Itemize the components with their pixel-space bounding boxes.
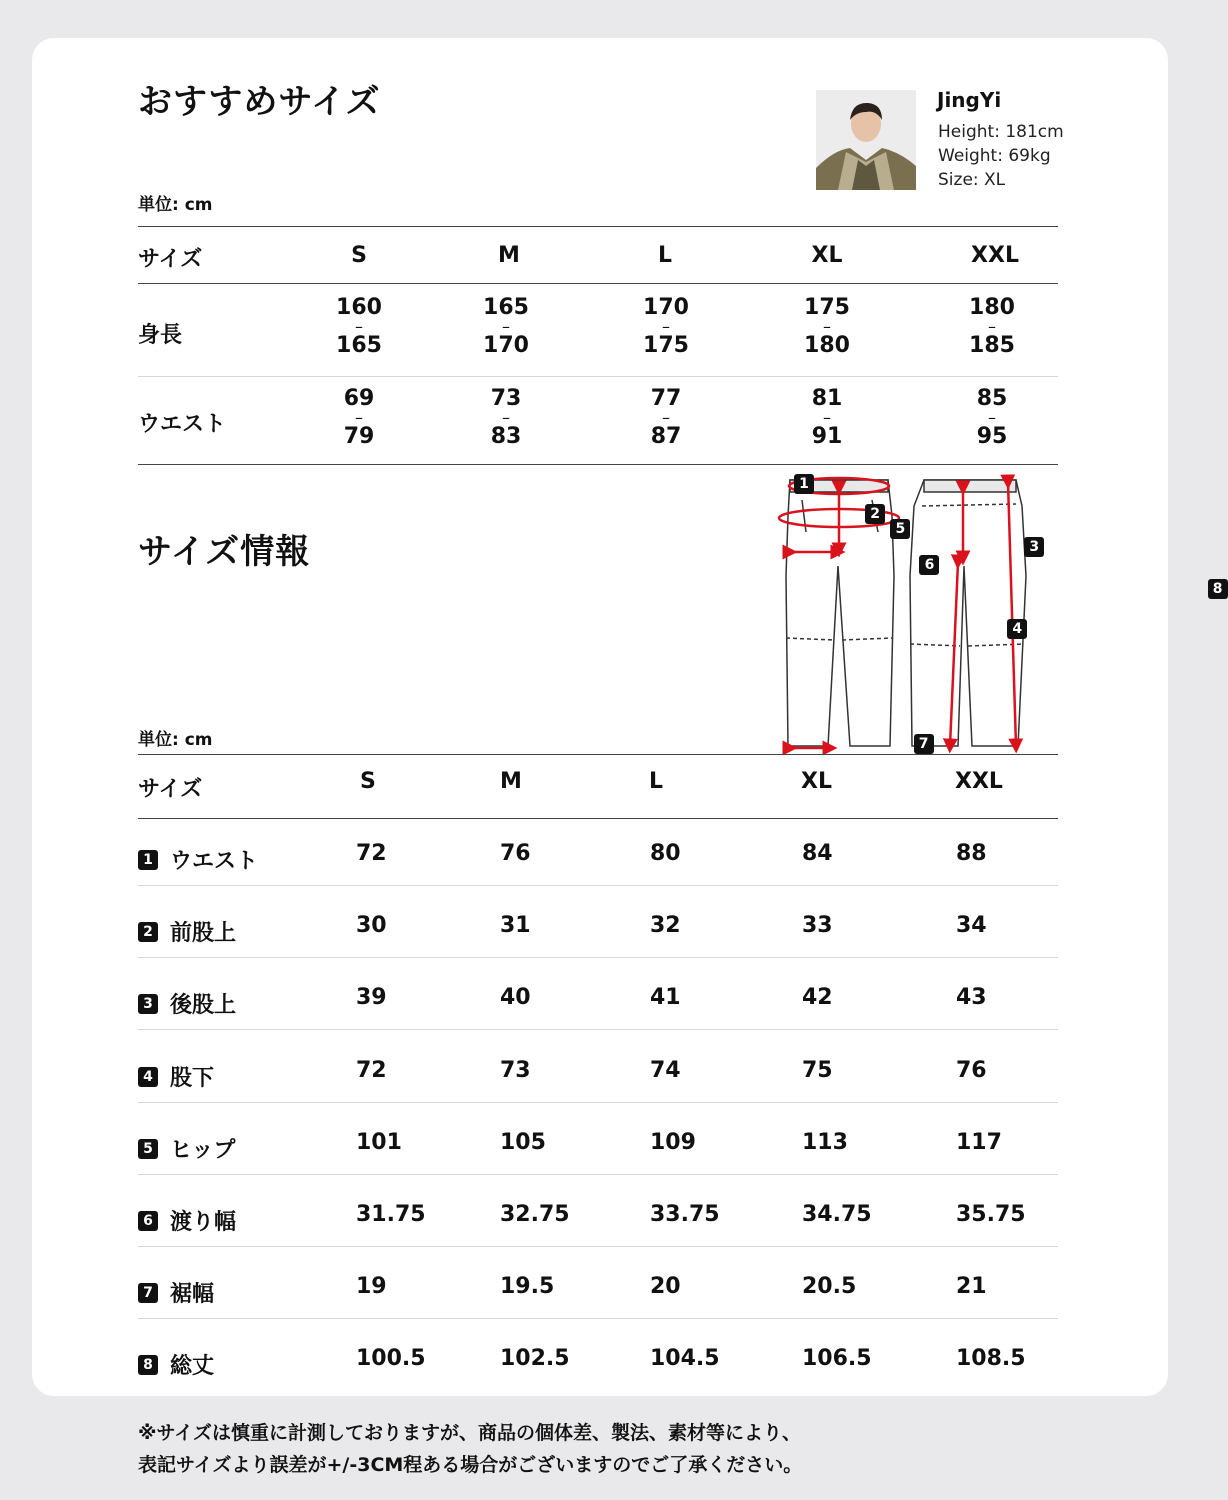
measure-value: 42 xyxy=(802,985,833,1010)
model-size: Size: XL xyxy=(938,170,1006,190)
measure-value: 102.5 xyxy=(500,1346,570,1371)
height-range-xxl: 180 – 185 xyxy=(969,295,1015,358)
measure-value: 72 xyxy=(356,1058,387,1083)
measure-row-label xyxy=(138,1061,214,1092)
divider xyxy=(138,754,1058,755)
waist-range-xl: 81 – 91 xyxy=(811,386,843,449)
pants-measurement-diagram xyxy=(760,466,1060,756)
measure-value: 72 xyxy=(356,841,387,866)
diagram-badge-6: 6 xyxy=(919,555,939,575)
diagram-badge-4: 4 xyxy=(1007,619,1027,639)
measure-label-text: 前股上 xyxy=(170,921,237,946)
measure-value: 73 xyxy=(500,1058,531,1083)
measure-value: 117 xyxy=(956,1130,1002,1155)
measure-value: 76 xyxy=(500,841,531,866)
measure-value: 31 xyxy=(500,913,531,938)
measure-value: 74 xyxy=(650,1058,681,1083)
measure-value: 101 xyxy=(356,1130,402,1155)
height-range-m: 165 – 170 xyxy=(483,295,529,358)
measure-value: 100.5 xyxy=(356,1346,426,1371)
measure-row-label xyxy=(138,1349,214,1380)
measure-value: 35.75 xyxy=(956,1202,1026,1227)
measure-value: 33.75 xyxy=(650,1202,720,1227)
recommended-unit: 単位: cm xyxy=(138,195,213,215)
size-header-xl: XL xyxy=(811,243,843,268)
measure-value: 21 xyxy=(956,1274,987,1299)
diagram-badge-2: 2 xyxy=(865,504,885,524)
row-divider xyxy=(138,1102,1058,1103)
measure-value: 34 xyxy=(956,913,987,938)
row-divider xyxy=(138,957,1058,958)
measure-row-label xyxy=(138,844,258,875)
measure-value: 88 xyxy=(956,841,987,866)
row-divider xyxy=(138,1318,1058,1319)
divider xyxy=(138,376,1058,377)
measure-value: 40 xyxy=(500,985,531,1010)
measure-row-label xyxy=(138,1205,236,1236)
measure-value: 106.5 xyxy=(802,1346,872,1371)
measure-value: 20 xyxy=(650,1274,681,1299)
model-name: JingYi xyxy=(937,88,1002,112)
divider xyxy=(138,818,1058,819)
divider xyxy=(138,283,1058,284)
size-info-header-label: サイズ xyxy=(138,777,203,802)
recommended-title: おすすめサイズ xyxy=(138,82,381,122)
height-range-l: 170 – 175 xyxy=(643,295,689,358)
measure-value: 39 xyxy=(356,985,387,1010)
row-divider xyxy=(138,885,1058,886)
info-size-header-xl: XL xyxy=(801,769,832,794)
measure-value: 43 xyxy=(956,985,987,1010)
diagram-badge-7: 7 xyxy=(914,734,934,754)
size-header-s: S xyxy=(351,243,367,268)
size-info-title: サイズ情報 xyxy=(138,532,311,572)
model-photo-icon xyxy=(816,90,916,190)
measure-value: 76 xyxy=(956,1058,987,1083)
waist-range-s: 69 – 79 xyxy=(343,386,375,449)
measure-row-label xyxy=(138,988,236,1019)
diagram-badge-5: 5 xyxy=(890,519,910,539)
row-label-height: 身長 xyxy=(138,323,183,348)
diagram-badge-3: 3 xyxy=(1024,537,1044,557)
measure-label-text: ウエスト xyxy=(170,849,259,874)
measure-value: 30 xyxy=(356,913,387,938)
measure-label-text: ヒップ xyxy=(170,1138,236,1163)
row-label-waist: ウエスト xyxy=(138,412,227,437)
measure-value: 32.75 xyxy=(500,1202,570,1227)
size-header-xxl: XXL xyxy=(971,243,1019,268)
model-photo xyxy=(816,90,916,190)
note-line-1: ※サイズは慎重に計測しておりますが、商品の個体差、製法、素材等により、 xyxy=(138,1422,801,1444)
measure-value: 80 xyxy=(650,841,681,866)
measure-number-badge: 1 xyxy=(138,850,158,870)
measure-value: 32 xyxy=(650,913,681,938)
measure-label-text: 股下 xyxy=(170,1066,215,1091)
measure-number-badge: 8 xyxy=(138,1355,158,1375)
measure-row-label xyxy=(138,1277,214,1308)
measure-number-badge: 3 xyxy=(138,994,158,1014)
row-divider xyxy=(138,1246,1058,1247)
measure-value: 75 xyxy=(802,1058,833,1083)
size-info-unit: 単位: cm xyxy=(138,730,213,750)
divider xyxy=(138,226,1058,227)
row-divider xyxy=(138,1029,1058,1030)
measure-row-label xyxy=(138,1133,235,1164)
model-weight: Weight: 69kg xyxy=(938,146,1051,166)
row-divider xyxy=(138,1174,1058,1175)
divider xyxy=(138,464,1058,465)
height-range-xl: 175 – 180 xyxy=(804,295,850,358)
measure-label-text: 後股上 xyxy=(170,993,237,1018)
measure-value: 84 xyxy=(802,841,833,866)
measure-value: 108.5 xyxy=(956,1346,1026,1371)
diagram-badge-1: 1 xyxy=(794,474,814,494)
measure-row-label xyxy=(138,916,236,947)
height-range-s: 160 – 165 xyxy=(336,295,382,358)
note-line-2: 表記サイズより誤差が+/-3CM程ある場合がございますのでご了承ください。 xyxy=(138,1454,803,1476)
measure-value: 19 xyxy=(356,1274,387,1299)
model-height: Height: 181cm xyxy=(938,122,1064,142)
measure-value: 104.5 xyxy=(650,1346,720,1371)
waist-range-xxl: 85 – 95 xyxy=(976,386,1008,449)
measure-value: 31.75 xyxy=(356,1202,426,1227)
measure-value: 109 xyxy=(650,1130,696,1155)
size-header-l: L xyxy=(657,243,673,268)
recommended-header-label: サイズ xyxy=(138,247,203,272)
measure-number-badge: 7 xyxy=(138,1283,158,1303)
measure-number-badge: 6 xyxy=(138,1211,158,1231)
measure-value: 41 xyxy=(650,985,681,1010)
size-header-m: M xyxy=(498,243,520,268)
info-size-header-m: M xyxy=(500,769,522,794)
info-size-header-xxl: XXL xyxy=(955,769,1003,794)
measure-value: 34.75 xyxy=(802,1202,872,1227)
info-size-header-s: S xyxy=(360,769,376,794)
measure-value: 33 xyxy=(802,913,833,938)
measure-number-badge: 4 xyxy=(138,1067,158,1087)
measure-value: 20.5 xyxy=(802,1274,857,1299)
waist-range-l: 77 – 87 xyxy=(650,386,682,449)
measure-number-badge: 5 xyxy=(138,1139,158,1159)
diagram-badge-8: 8 xyxy=(1208,579,1228,599)
waist-range-m: 73 – 83 xyxy=(490,386,522,449)
measure-number-badge: 2 xyxy=(138,922,158,942)
measure-label-text: 総丈 xyxy=(170,1354,215,1379)
info-size-header-l: L xyxy=(649,769,664,794)
measure-value: 19.5 xyxy=(500,1274,555,1299)
measure-value: 105 xyxy=(500,1130,546,1155)
measure-label-text: 裾幅 xyxy=(170,1282,215,1307)
measure-label-text: 渡り幅 xyxy=(170,1210,237,1235)
measure-value: 113 xyxy=(802,1130,848,1155)
